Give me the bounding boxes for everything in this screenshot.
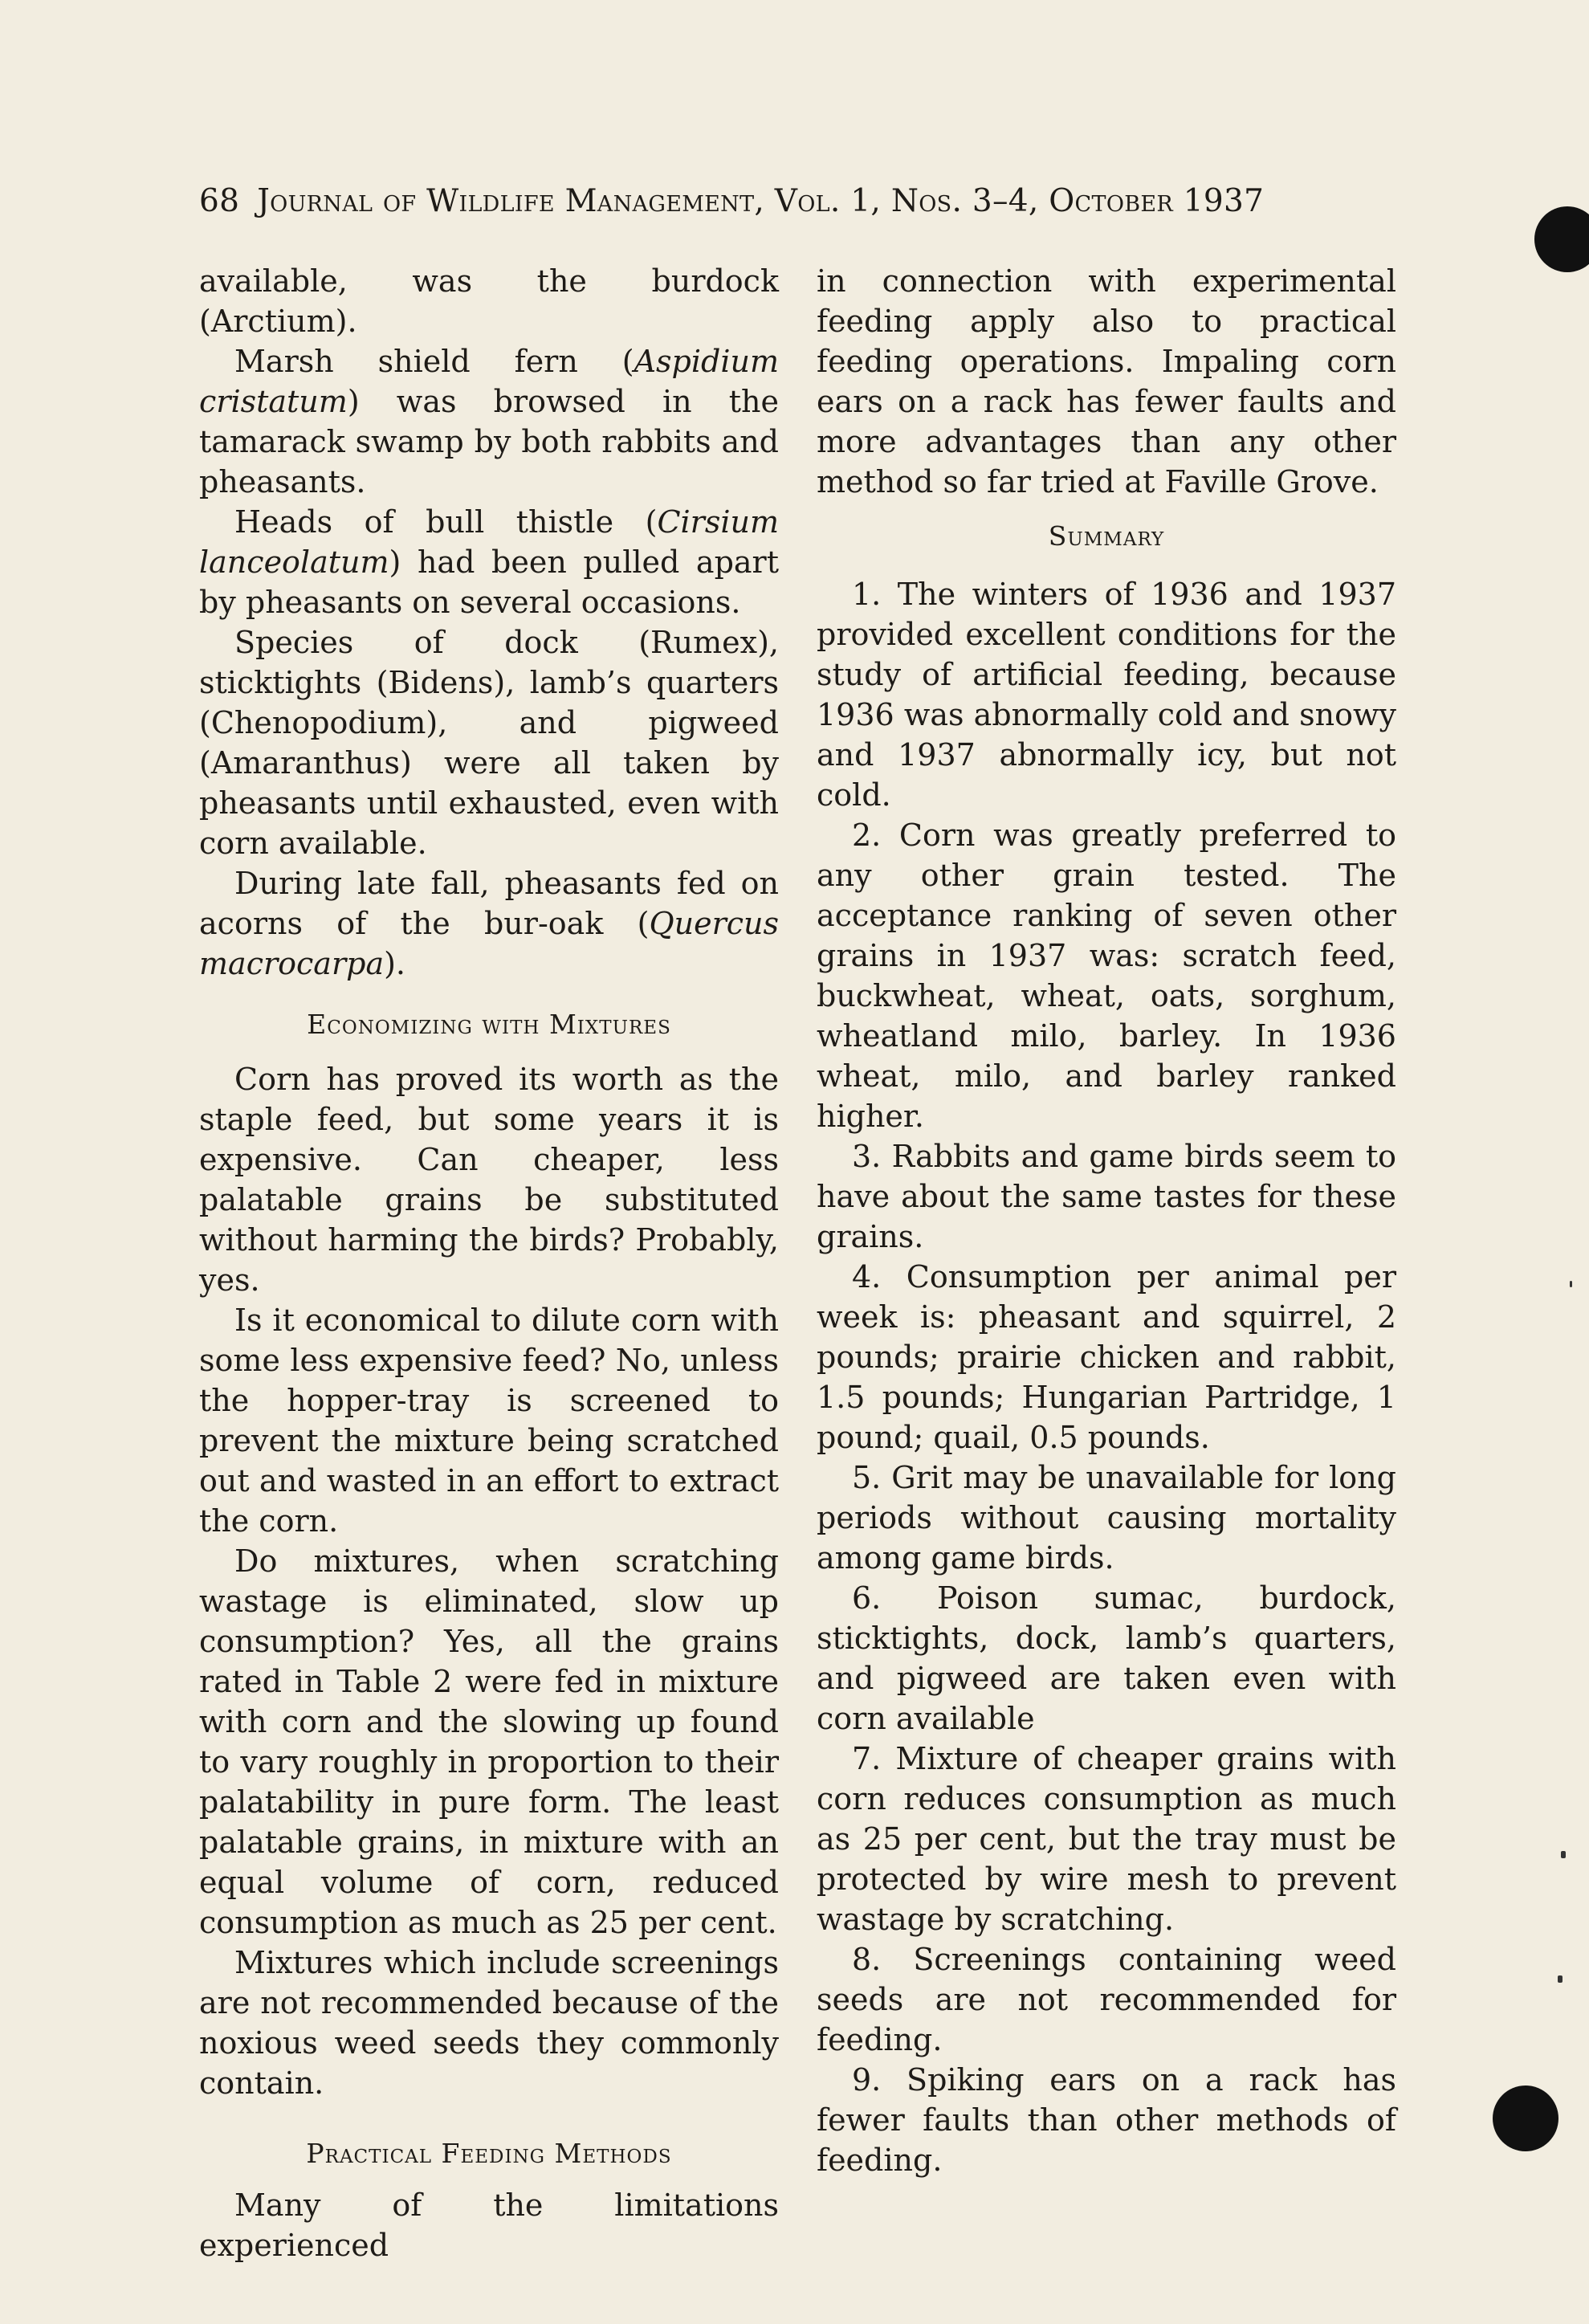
punch-hole-top (1534, 206, 1589, 272)
paragraph: Species of dock (Rumex), sticktights (Bidens), lamb’s quarters (Chenopodium), and pigweed (Amaranthus) were all taken by pheasants until exhausted, even with corn available. (199, 625, 779, 861)
section-heading-summary: Summary (1048, 520, 1165, 552)
left-column (199, 261, 779, 2265)
running-head (199, 183, 1363, 219)
species-name: Quercus macrocarpa (199, 906, 779, 981)
paragraph: Mixtures which include screenings are not recommended because of the noxious weed seeds they commonly contain. (199, 1945, 779, 2101)
paragraph: Many of the limitations experienced (199, 2187, 779, 2263)
paragraph: During late fall, pheasants fed on acorns of the bur-oak (Quercus macrocarpa). (199, 866, 779, 981)
species-name: Aspidium cristatum (199, 344, 779, 419)
paragraph: in connection with experimental feeding apply also to practical feeding operations. Impaling corn ears on a rack has fewer faults and more advantages than any other method so far tried at Faville Grove. (817, 263, 1396, 499)
paragraph: Do mixtures, when scratching wastage is eliminated, slow up consumption? Yes, all the grains rated in Table 2 were fed in mixture with corn and the slowing up found to vary roughly in proportion to their palatability in pure form. The least palatable grains, in mixture with an equal volume of corn, reduced consumption as much as 25 per cent. (199, 1543, 779, 1940)
summary-item: 6. Poison sumac, burdock, sticktights, dock, lamb’s quarters, and pigweed are taken even with corn available (817, 1580, 1396, 1736)
summary-item: 1. The winters of 1936 and 1937 provided excellent conditions for the study of artificial feeding, because 1936 was abnormally cold and snowy and 1937 abnormally icy, but not cold. (817, 577, 1396, 813)
margin-speck (1558, 1975, 1563, 1983)
section-heading-mixtures: Economizing with Mixtures (307, 1009, 671, 1040)
margin-speck (1570, 1281, 1572, 1287)
summary-item: 9. Spiking ears on a rack has fewer faults than other methods of feeding. (817, 2062, 1396, 2178)
paragraph: Heads of bull thistle (Cirsium lanceolatum) had been pulled apart by pheasants on several occasions. (199, 504, 779, 620)
summary-item: 8. Screenings containing weed seeds are not recommended for feeding. (817, 1942, 1396, 2057)
paragraph: available, was the burdock (Arctium). (199, 263, 779, 339)
summary-item: 5. Grit may be unavailable for long periods without causing mortality among game birds. (817, 1460, 1396, 1576)
journal-title: Journal of Wildlife Management, Vol. 1, Nos. 3–4, October 1937 (257, 183, 1265, 219)
paragraph: Is it economical to dilute corn with some less expensive feed? No, unless the hopper-tray is screened to prevent the mixture being scratched out and wasted in an effort to extract the corn. (199, 1303, 779, 1539)
summary-item: 7. Mixture of cheaper grains with corn reduces consumption as much as 25 per cent, but the tray must be protected by wire mesh to prevent wastage by scratching. (817, 1741, 1396, 1937)
paragraph: Marsh shield fern (Aspidium cristatum) was browsed in the tamarack swamp by both rabbits and pheasants. (199, 344, 779, 499)
paragraph: Corn has proved its worth as the staple feed, but some years it is expensive. Can cheaper, less palatable grains be substituted without harming the birds? Probably, yes. (199, 1062, 779, 1298)
summary-item: 2. Corn was greatly preferred to any other grain tested. The acceptance ranking of seven other grains in 1937 was: scratch feed, buckwheat, wheat, oats, sorghum, wheatland milo, barley. In 1936 wheat, milo, and barley ranked higher. (817, 817, 1396, 1134)
page-number: 68 (199, 183, 240, 219)
right-column (817, 261, 1396, 2180)
margin-speck (1561, 1851, 1566, 1858)
summary-item: 4. Consumption per animal per week is: pheasant and squirrel, 2 pounds; prairie chicken and rabbit, 1.5 pounds; Hungarian Partridge, 1 pound; quail, 0.5 pounds. (817, 1259, 1396, 1455)
punch-hole-bottom (1493, 2085, 1558, 2151)
section-heading-practical: Practical Feeding Methods (306, 2138, 672, 2169)
species-name: Cirsium lanceolatum (199, 504, 779, 580)
summary-item: 3. Rabbits and game birds seem to have about the same tastes for these grains. (817, 1139, 1396, 1254)
